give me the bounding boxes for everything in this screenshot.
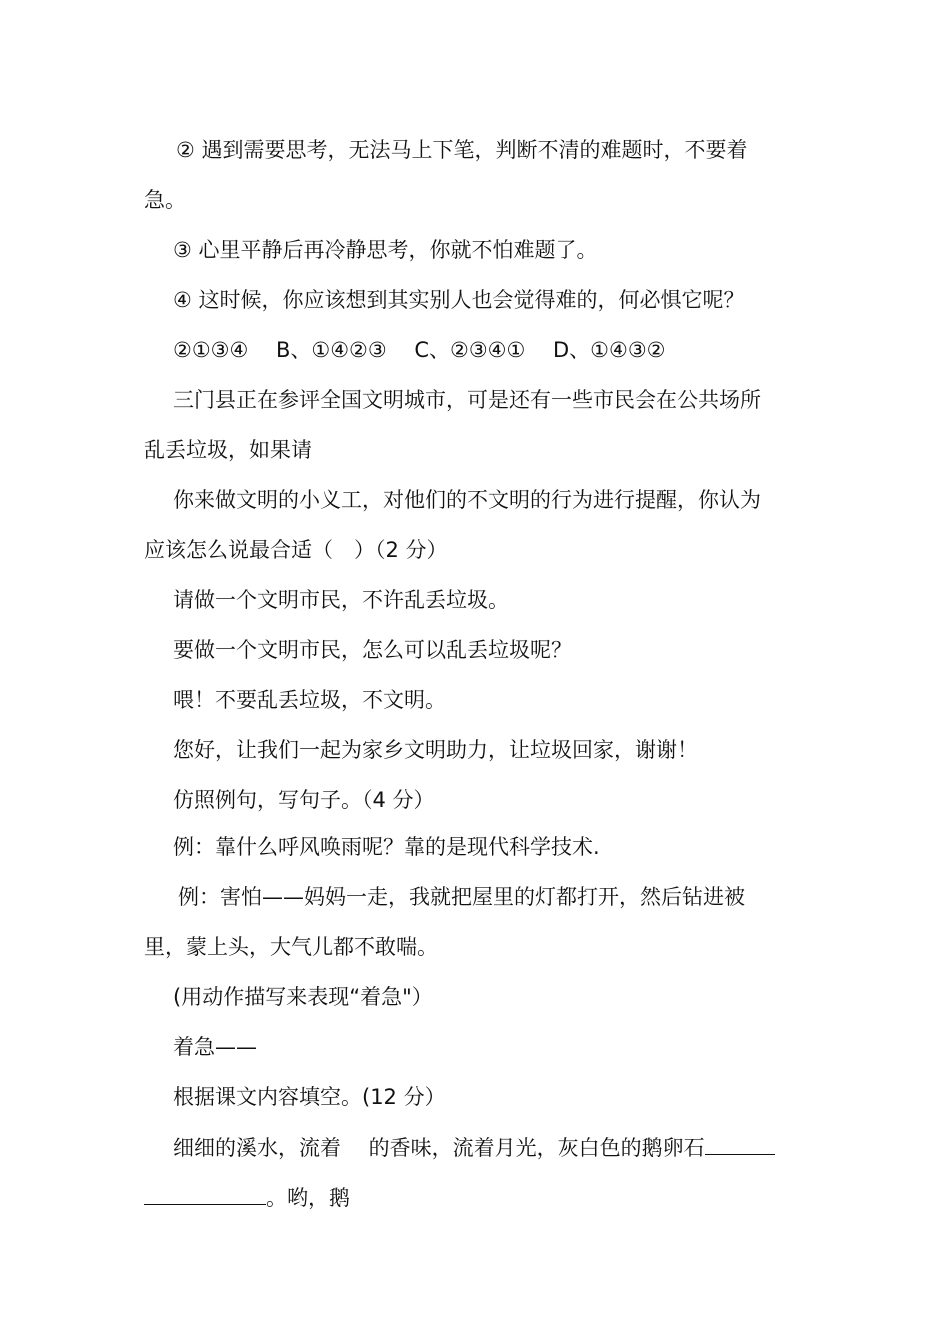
options-line: ②①③④ B、①④②③ C、②③④① D、①④③②: [173, 338, 666, 362]
answer-option-a: 请做一个文明市民，不许乱丢垃圾。: [173, 588, 509, 612]
instruction-line: (用动作描写来表现“着急"）: [173, 985, 433, 1009]
text-line-1: ② 遇到需要思考，无法马上下笔，判断不清的难题时，不要着: [176, 138, 748, 162]
fill-blank-text: 细细的溪水，流着 的香味，流着月光，灰白色的鹅卵石: [173, 1136, 705, 1160]
fill-blank-text-2: 。哟，鹅: [266, 1186, 350, 1210]
fill-blank-line-1: [173, 1132, 775, 1163]
text-line-4: ④ 这时候，你应该想到其实别人也会觉得难的，何必惧它呢？: [173, 288, 745, 312]
answer-option-d: 您好，让我们一起为家乡文明助力，让垃圾回家，谢谢！: [173, 738, 698, 762]
answer-option-b: 要做一个文明市民，怎么可以乱丢垃圾呢？: [173, 638, 572, 662]
example-line-3: 里，蒙上头，大气儿都不敢喘。: [144, 935, 438, 959]
text-line-2: 急。: [144, 188, 186, 212]
text-line-8: 你来做文明的小义工，对他们的不文明的行为进行提醒，你认为: [173, 488, 761, 512]
section-heading: 仿照例句，写句子。（4 分）: [173, 788, 435, 812]
answer-blank-2[interactable]: [144, 1182, 266, 1205]
question-line: 应该怎么说最合适（ ）（2 分）: [144, 538, 448, 562]
fill-blank-line-2: [144, 1182, 350, 1213]
text-line-6: 三门县正在参评全国文明城市，可是还有一些市民会在公共场所: [173, 388, 761, 412]
example-line-2: 例：害怕——妈妈一走，我就把屋里的灯都打开，然后钻进被: [178, 885, 745, 909]
example-line-1: 例：靠什么呼风唤雨呢？靠的是现代科学技术.: [173, 835, 600, 859]
answer-blank-1[interactable]: [705, 1132, 775, 1155]
section-heading-2: 根据课文内容填空。(12 分）: [173, 1085, 446, 1109]
answer-option-c: 喂！不要乱丢垃圾，不文明。: [173, 688, 446, 712]
text-line-7: 乱丢垃圾，如果请: [144, 438, 312, 462]
text-line-3: ③ 心里平静后再冷静思考，你就不怕难题了。: [173, 238, 598, 262]
answer-prompt: 着急——: [173, 1035, 257, 1059]
